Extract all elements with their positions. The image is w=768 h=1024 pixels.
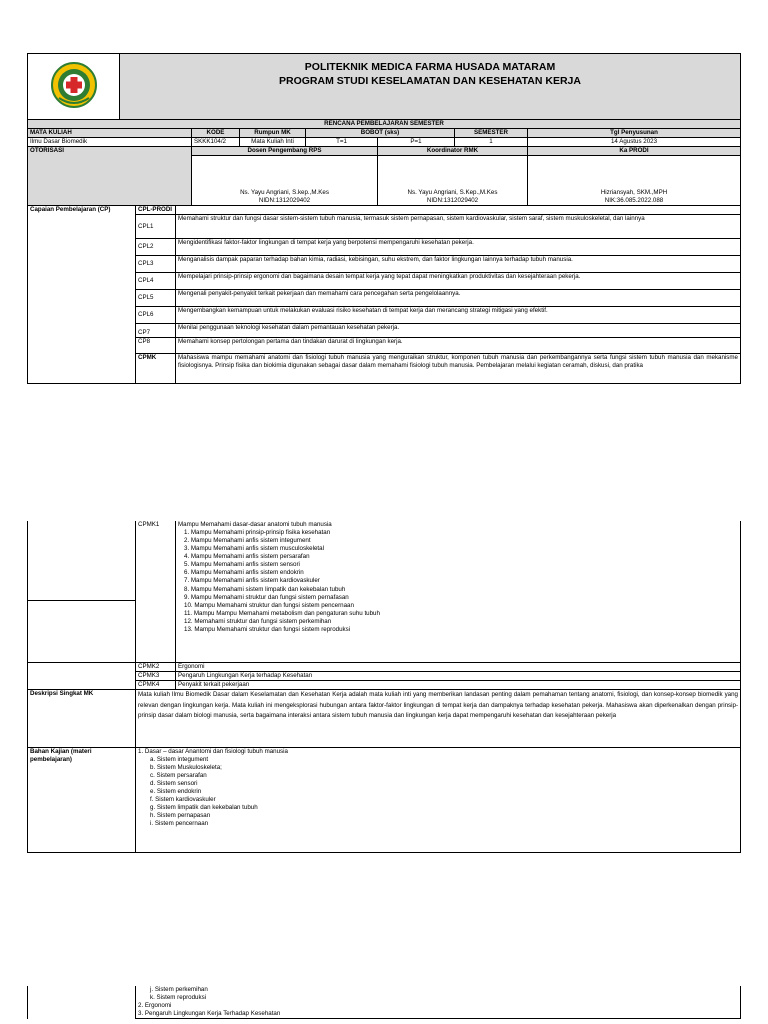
cpmk-text: Penyakit terkait pekerjaan [176,680,741,689]
institution-name: POLITEKNIK MEDICA FARMA HUSADA MATARAM [304,61,556,73]
bahan-item: k. Sistem reproduksi [150,994,207,1002]
col-mata-kuliah: MATA KULIAH [28,129,192,138]
cpl-prodi-blank [176,206,741,215]
doc-title: RENCANA PEMBELAJARAN SEMESTER [28,120,741,129]
otorisasi-col1-sign [192,156,378,206]
cpl-code: CPL4 [136,273,176,290]
rps-page-1 [27,53,741,384]
col-tgl: Tgl Penyusunan [528,129,741,138]
val-p: P=1 [378,138,455,147]
bahan-item: b. Sistem Muskuloskeleta; [150,763,222,771]
val-mata-kuliah: Ilmu Dasar Biomedik [28,138,192,147]
cpmk-text: Pengaruh Lingkungan Kerja terhadap Kesehatan [176,671,741,680]
cpl-text: Mengembangkan kemampuan untuk melakukan evaluasi risiko kesehatan di tempat kerja dan merancang strategi mitigasi yang efektif. [176,307,741,324]
val-t: T=1 [306,138,378,147]
cpmk1-item: 11. Mampu Mampu Memahami metabolism dan pengaturan suhu tubuh [184,609,380,617]
cp-label: Capaian Pembelajaran (CP) [28,206,136,384]
header-title-cell [120,54,741,120]
bahan-head: 3. Pengaruh Lingkungan Kerja Terhadap Kesehatan [138,1010,281,1018]
col-rumpun: Rumpun MK [240,129,306,138]
cpmk1-item: 10. Mampu Memahami struktur dan fungsi sistem pencernaan [184,601,354,609]
bahan-item: g. Sistem limpatik dan kekebalan tubuh [150,804,258,812]
cpmk-left-blank-c [28,662,136,689]
cpmk1-item: 6. Mampu Memahami anfis sistem endokrin [184,569,304,577]
otorisasi-col1-head: Dosen Pengembang RPS [192,147,378,156]
cpl-text: Menganalisis dampak paparan terhadap bahan kimia, radiasi, kebisingan, suhu ekstrem, dan faktor lingkungan lainnya terhadap tubuh manusia. [176,256,741,273]
cpl-text: Memahami konsep pertolongan pertama dan tindakan darurat di lingkungan kerja. [176,338,741,354]
signer2-id: NIDN:1312029402 [426,197,479,205]
cpl-prodi-label: CPL-PRODI [136,206,176,215]
cpmk1-title: Mampu Memahami dasar-dasar anatomi tubuh manusia [178,521,332,528]
otorisasi-col2-sign [378,156,528,206]
col-bobot: BOBOT (sks) [306,129,455,138]
header-table [27,53,741,120]
bahan-item: h. Sistem pernapasan [150,812,211,820]
val-rumpun: Mata Kuliah Inti [240,138,306,147]
cpl-text: Mengidentifikasi faktor-faktor lingkungan di tempat kerja yang berpotensi mempengaruhi kesehatan pekerja. [176,239,741,256]
otorisasi-col3-head: Ka PRODI [528,147,741,156]
cpmk-code: CPMK4 [136,680,176,689]
bahan-cont-left-top [28,986,136,1019]
signer2-name: Ns. Yayu Angriani, S.Kep.,M.Kes [407,189,498,197]
cpmk1-content [176,521,741,662]
cpl-code: CPL5 [136,290,176,307]
logo-cell [28,54,120,120]
cpmk-code: CPMK2 [136,662,176,671]
cpmk1-item: 1. Mampu Memahami prinsip-prinsip fisika kesehatan [184,529,331,537]
cpmk1-item: 8. Mampu Memahami sistem limpatik dan kekebalan tubuh [184,585,346,593]
cpmk1-item: 4. Mampu Memahami anfis sistem persarafan [184,553,310,561]
bahan-item: a. Sistem integument [150,755,209,763]
bahan-continued-table [27,986,741,1019]
cpl-code: CP7 [136,324,176,338]
cpmk1-item: 13. Mampu Memahami struktur dan fungsi sistem reproduksi [184,625,351,633]
cpl-code: CPL3 [136,256,176,273]
bahan-label: Bahan Kajian (materi pembelajaran) [28,747,136,852]
cpmk1-item: 5. Mampu Memahami anfis sistem sensori [184,561,300,569]
cpmk1-code: CPMK1 [136,521,176,662]
val-semester: 1 [455,138,528,147]
cpmk-left-blank-a [28,521,136,600]
rps-page-2 [27,521,741,853]
bahan-item: c. Sistem persarafan [150,771,207,779]
bahan-item: d. Sistem sensori [150,779,198,787]
cpl-code: CPL6 [136,307,176,324]
col-kode: KODE [192,129,240,138]
institution-logo-icon [51,62,97,108]
course-table [27,119,741,206]
bahan-head: 2. Ergonomi [138,1002,172,1010]
cpl-text: Mempelajari prinsip-prinsip ergonomi dan bagaimana desain tempat kerja yang tepat dapat meningkatkan produktivitas dan kesejahteraan pekerja. [176,273,741,290]
cpmk-text: Ergonomi [176,662,741,671]
cpmk1-item: 7. Mampu Memahami anfis sistem kardiovaskuler [184,577,320,585]
cpl-text: Menilai penggunaan teknologi kesehatan dalam pemantauan kesehatan pekerja. [176,324,741,338]
otorisasi-col3-sign [528,156,741,206]
deskripsi-label: Deskripsi Singkat MK [28,689,136,747]
cpmk1-item: 9. Mampu Memahami struktur dan fungsi sistem pernafasan [184,593,349,601]
cp-table [27,205,741,384]
cpmk-code: CPMK3 [136,671,176,680]
signer1-name: Ns. Yayu Angriani, S.kep.,M.Kes [240,189,329,197]
signer3-id: NIK:36.085.2022.088 [604,197,664,205]
bahan-item: f. Sistem kardiovaskuler [150,796,216,804]
program-name: PROGRAM STUDI KESELAMATAN DAN KESEHATAN KERJA [279,75,581,88]
rps-page-3 [27,986,741,1024]
bahan-item: i. Sistem pencernaan [150,820,209,828]
val-kode: SKKK104/2 [192,138,240,147]
cpl-code: CPL1 [136,215,176,239]
col-semester: SEMESTER [455,129,528,138]
cpmk1-item: 3. Mampu Memahami anfis sistem musculoskeletal [184,545,324,553]
cpl-text: Mengenali penyakit-penyakit terkait pekerjaan dan memahami cara pencegahan serta pengelolaannya. [176,290,741,307]
bahan-cont-top [136,986,741,1019]
cpl-code: CP8 [136,338,176,354]
cpl-text: Memahami struktur dan fungsi dasar sistem-sistem tubuh manusia, termasuk sistem pernapasan, sistem kardiovaskular, sistem saraf, sistem muskuloskeletal, dan lainnya [176,215,741,239]
otorisasi-label: OTORISASI [28,147,192,206]
cpmk1-item: 2. Mampu Memahami anfis sistem integument [184,537,311,545]
cpmk1-item: 12. Memahami struktur dan fungsi sistem perkemihan [184,617,332,625]
val-tgl: 14 Agustus 2023 [528,138,741,147]
cpmk-left-blank-b [28,600,136,662]
deskripsi-text: Mata kuliah Ilmu Biomedik Dasar dalam Keselamatan dan Kesehatan Kerja adalah mata kuliah inti yang memberikan landasan penting dalam pemahaman tentang anatomi, fisiologi, dan konsep-konsep biomedik yang relevan dengan lingkungan kerja. Mata kuliah ini mengeksplorasi hubungan antara faktor-faktor lingkungan di tempat kerja dan dampaknya terhadap kesehatan pekerja. Mahasiswa akan diperkenalkan dengan prinsip-prinsip dasar dalam biologi manusia, serta bagaimana interaksi antara sistem tubuh manusia dan lingkungan kerja dapat mempengaruhi kesehatan dan kesejahteraan pekerja [136,689,741,747]
cpmk-detail-table [27,521,741,853]
signer3-name: Hizriansyah, SKM.,MPH [600,189,668,197]
cpmk-text: Mahasiswa mampu memahami anatomi dan fisiologi tubuh manusia yang menguraikan struktur, komponen tubuh manusia dan perkembangannya serta fungsi sistem tubuh manusia dan mekanisme fisiologisnya. Prinsip fisika dan biokimia digunakan sebagai dasar dalam memahami fisiologi tubuh manusia. Pembelajaran melalui kegiatan ceramah, diskusi, dan pratika [176,354,741,384]
bahan-content [136,747,741,852]
otorisasi-col2-head: Koordinator RMK [378,147,528,156]
cpl-code: CPL2 [136,239,176,256]
bahan-item: j. Sistem perkemihan [150,986,208,993]
bahan-head: 1. Dasar – dasar Anantomi dan fisiologi tubuh manusia [138,747,288,755]
cpmk-label: CPMK [136,354,176,384]
bahan-item: e. Sistem endokrin [150,788,202,795]
signer1-id: NIDN:1312029402 [258,197,311,205]
